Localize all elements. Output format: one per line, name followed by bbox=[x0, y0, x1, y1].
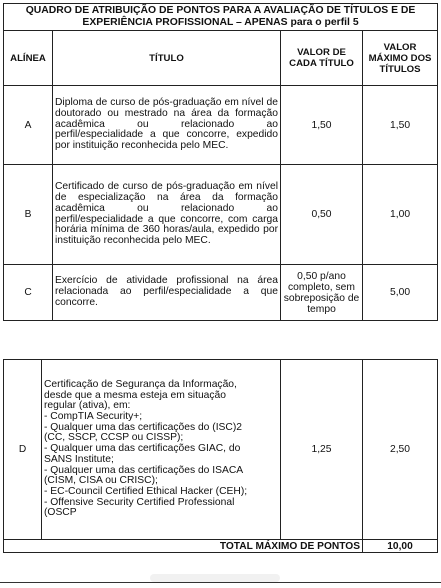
row-valor-maximo: 2,50 bbox=[363, 360, 438, 540]
row-titulo-line: - Offensive Security Certified Professional bbox=[44, 496, 235, 508]
table-row bbox=[4, 86, 438, 165]
row-titulo: Diploma de curso de pós-graduação em nível de doutorado ou mestrado na área da formação acadêmica ou relacionado ao perfil/especialidade a que concorre, expedido por instituição reconhecida pelo MEC. bbox=[53, 86, 281, 165]
row-valor-cada: 1,50 bbox=[281, 86, 363, 165]
points-table-top bbox=[3, 3, 438, 321]
table-row bbox=[4, 165, 438, 265]
row-titulo-line: - Qualquer uma das certificações do (ISC)2 bbox=[44, 421, 243, 433]
total-value: 10,00 bbox=[363, 540, 438, 553]
row-alinea: D bbox=[4, 360, 42, 540]
table-title: QUADRO DE ATRIBUIÇÃO DE PONTOS PARA A AVALIAÇÃO DE TÍTULOS E DE EXPERIÊNCIA PROFISSIONAL – APENAS para o perfil 5 bbox=[4, 4, 438, 31]
table-row bbox=[4, 360, 438, 540]
header-valor-maximo: VALOR MÁXIMO DOS TÍTULOS bbox=[363, 31, 438, 86]
row-alinea: B bbox=[4, 165, 53, 265]
row-titulo-line: (OSCP bbox=[44, 507, 77, 519]
header-alinea: ALÍNEA bbox=[4, 31, 53, 86]
row-valor-cada: 1,25 bbox=[281, 360, 363, 540]
row-titulo: Exercício de atividade profissional na área relacionada ao perfil/especialidade a que concorre. bbox=[53, 265, 281, 321]
row-titulo-line: - CompTIA Security+; bbox=[44, 411, 143, 423]
points-table-bottom bbox=[3, 359, 438, 553]
row-titulo-line: regular (ativa), em: bbox=[44, 400, 131, 412]
row-alinea: A bbox=[4, 86, 53, 165]
row-titulo-line: (CC, SSCP, CCSP ou CISSP); bbox=[44, 432, 184, 444]
row-alinea: C bbox=[4, 265, 53, 321]
row-valor-maximo: 1,50 bbox=[363, 86, 438, 165]
row-titulo-line: Certificação de Segurança da Informação, bbox=[44, 378, 237, 390]
total-label: TOTAL MÁXIMO DE PONTOS bbox=[4, 540, 363, 553]
row-titulo bbox=[42, 360, 281, 540]
row-titulo-line: - EC-Council Certified Ethical Hacker (CEH); bbox=[44, 485, 248, 497]
row-valor-maximo: 5,00 bbox=[363, 265, 438, 321]
header-titulo: TÍTULO bbox=[53, 31, 281, 86]
page-divider bbox=[0, 582, 441, 583]
row-valor-maximo: 1,00 bbox=[363, 165, 438, 265]
row-titulo-line: (CISM, CISA ou CRISC); bbox=[44, 475, 158, 487]
row-titulo-line: SANS Institute; bbox=[44, 453, 114, 465]
row-valor-cada: 0,50 bbox=[281, 165, 363, 265]
page-edge-shadow bbox=[150, 574, 280, 582]
row-titulo-line: desde que a mesma esteja em situação bbox=[44, 389, 227, 401]
table-row bbox=[4, 265, 438, 321]
row-valor-cada: 0,50 p/ano completo, sem sobreposição de tempo bbox=[281, 265, 363, 321]
header-valor-cada: VALOR DE CADA TÍTULO bbox=[281, 31, 363, 86]
row-titulo-line: - Qualquer uma das certificações do ISACA bbox=[44, 464, 244, 476]
row-titulo-line: - Qualquer uma das certificações GIAC, do bbox=[44, 443, 241, 455]
row-titulo: Certificado de curso de pós-graduação em nível de especialização na área da formação acadêmica ou relacionado ao perfil/especialidade a que concorre, com carga horária mínima de 360 horas/aula, expedido por instituição reconhecida pelo MEC. bbox=[53, 165, 281, 265]
